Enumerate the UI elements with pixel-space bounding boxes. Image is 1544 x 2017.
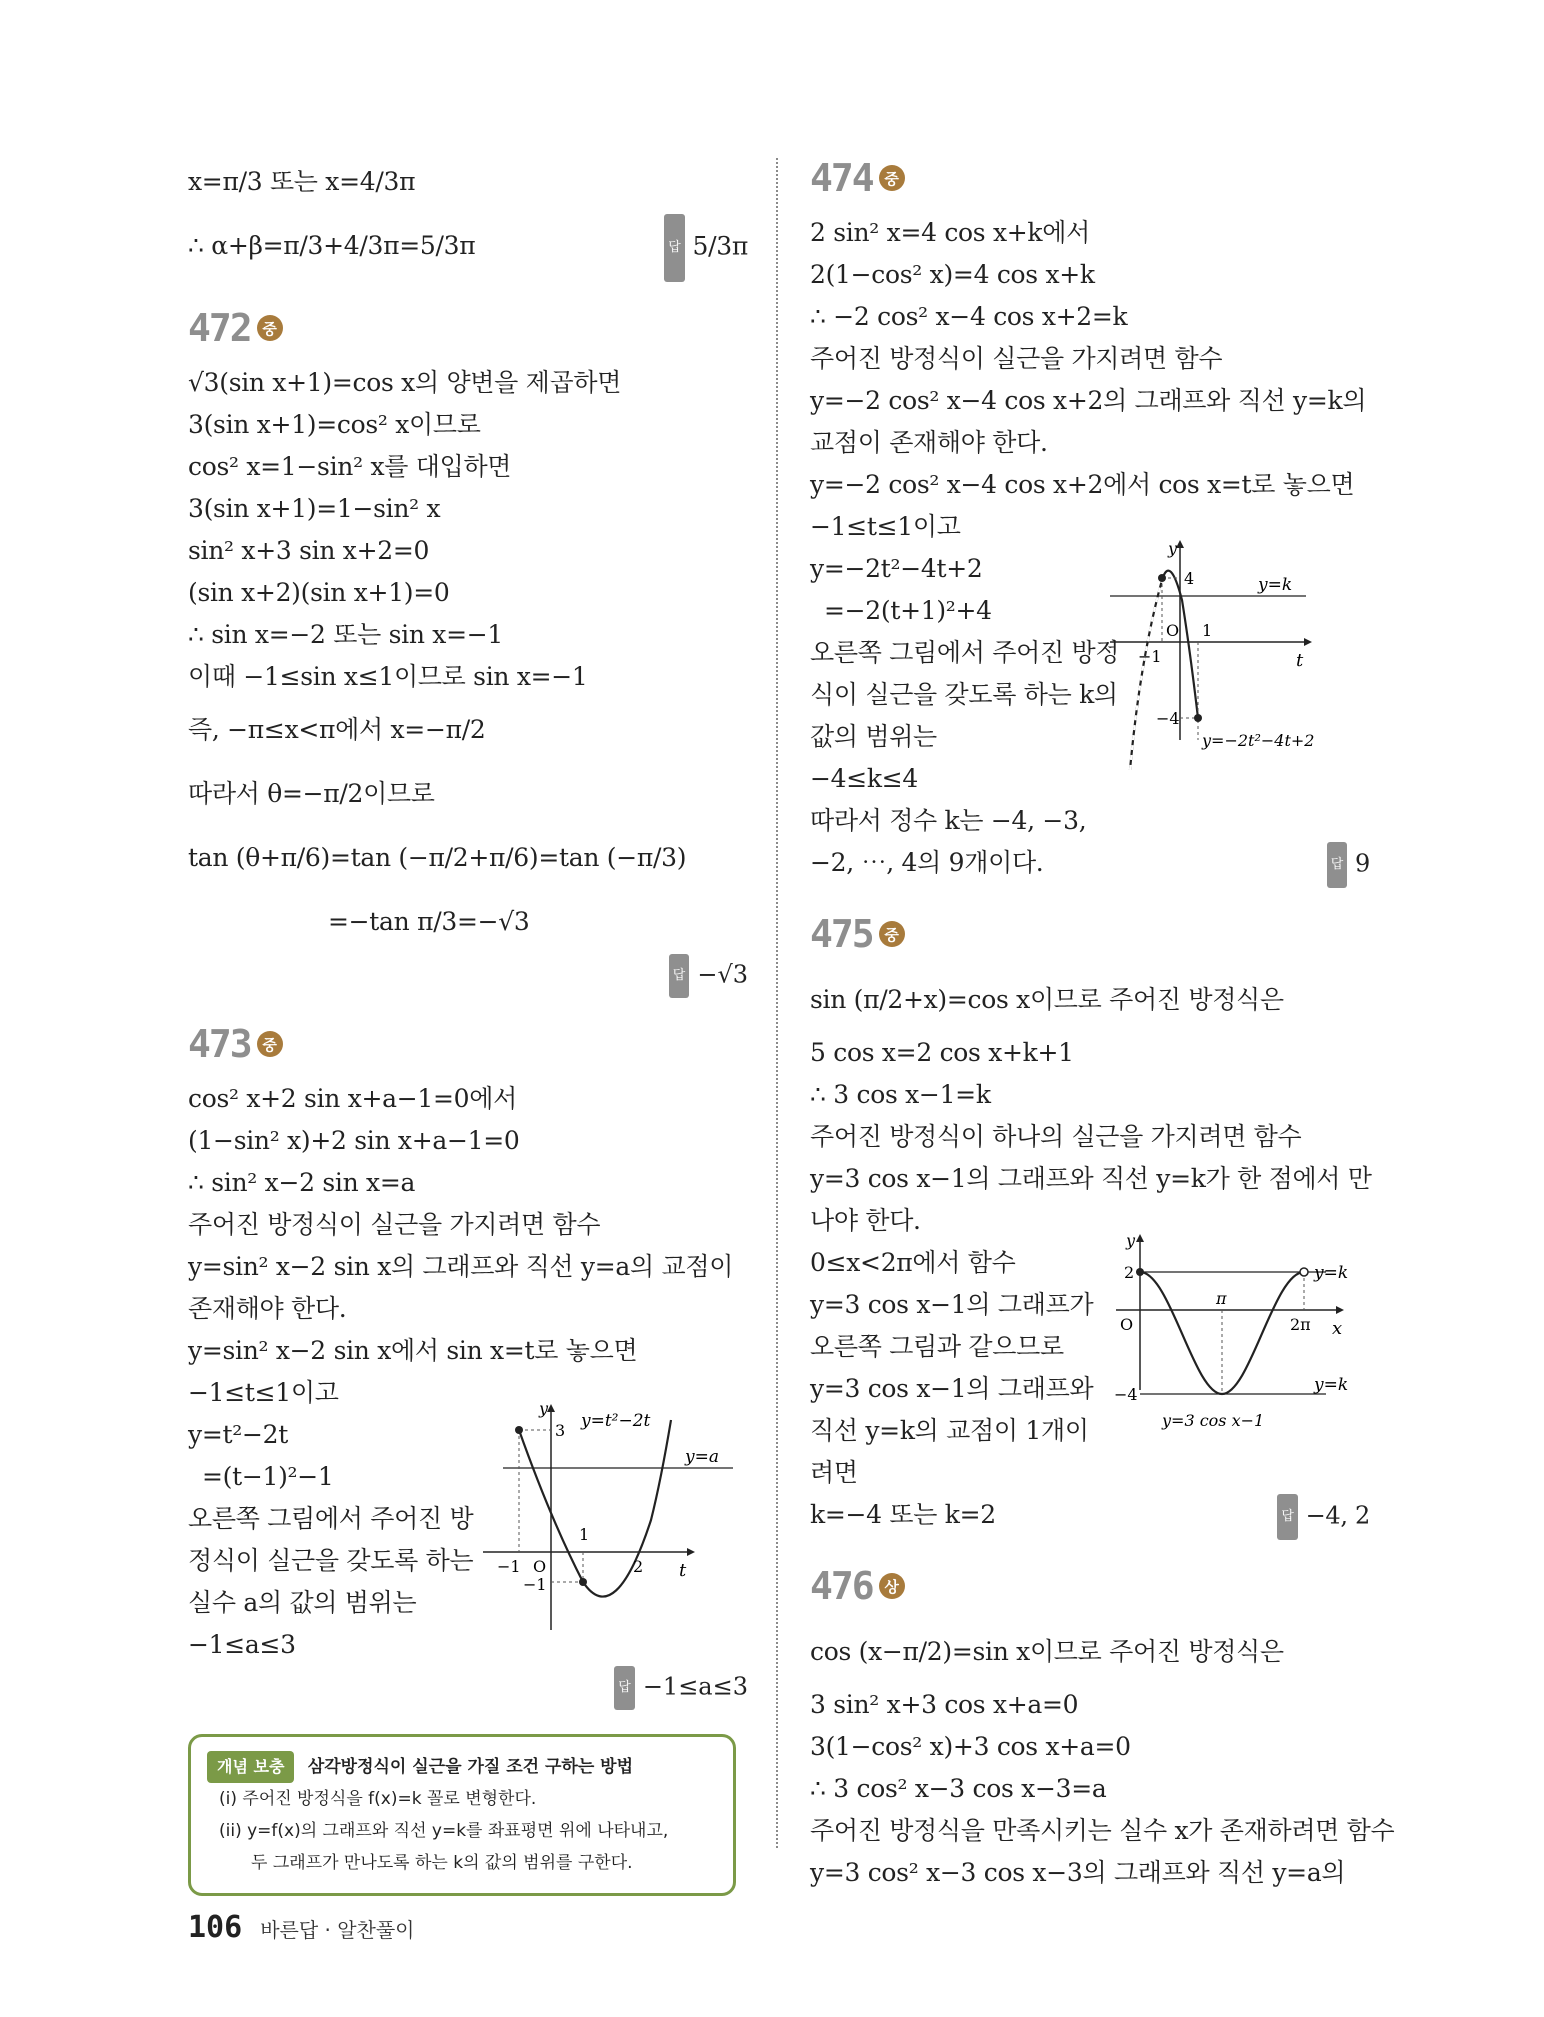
answer xyxy=(188,954,748,998)
text-line: ∴ sin x=−2 또는 sin x=−1 xyxy=(188,620,503,649)
problem-body-475 xyxy=(810,968,1370,1540)
answer-value: −4, 2 xyxy=(1305,1501,1370,1530)
text-line: 주어진 방정식이 하나의 실근을 가지려면 함수 xyxy=(810,1122,1302,1151)
text-line: 주어진 방정식을 만족시키는 실수 x가 존재하려면 함수 xyxy=(810,1816,1395,1845)
problem-number: 476 xyxy=(810,1564,873,1608)
footer-label: 바른답 · 알찬풀이 xyxy=(260,1918,415,1942)
concept-box xyxy=(188,1734,736,1896)
tick-1: 1 xyxy=(579,1525,590,1544)
text-line: 따라서 θ=−π/2이므로 xyxy=(188,779,435,808)
text-line: y=3 cos x−1의 그래프와 xyxy=(810,1374,1094,1403)
axis-label-t: t xyxy=(679,1560,687,1581)
text-line: −1≤t≤1이고 xyxy=(188,1378,339,1407)
axis-label-t: t xyxy=(1296,650,1304,671)
text-line: ∴ sin² x−2 sin x=a xyxy=(188,1168,416,1197)
page-footer xyxy=(188,1910,415,1945)
text-line: 나야 한다. xyxy=(810,1206,921,1235)
text-line: y=−2 cos² x−4 cos x+2에서 cos x=t로 놓으면 xyxy=(810,470,1355,499)
problem-header-474 xyxy=(810,150,1370,206)
text-line xyxy=(810,842,1370,888)
text-line: y=sin² x−2 sin x에서 sin x=t로 놓으면 xyxy=(188,1336,638,1365)
text-line: sin² x+3 sin x+2=0 xyxy=(188,536,430,565)
difficulty-badge: 상 xyxy=(879,1573,905,1599)
text-line-content: ∴ α+β=π/3+4/3π=5/3π xyxy=(188,231,476,260)
text-line: (sin x+2)(sin x+1)=0 xyxy=(188,578,450,607)
text-line: y=sin² x−2 sin x의 그래프와 직선 y=a의 교점이 xyxy=(188,1252,734,1281)
graph-474 xyxy=(1110,540,1380,770)
text-line: =−2(t+1)²+4 xyxy=(824,596,992,625)
page-number: 106 xyxy=(188,1910,243,1945)
answer-value: 9 xyxy=(1355,849,1370,878)
concept-title: 삼각방정식이 실근을 가질 조건 구하는 방법 xyxy=(307,1757,634,1777)
text-line-content: k=−4 또는 k=2 xyxy=(810,1500,996,1529)
graph-section-473 xyxy=(188,1400,748,1666)
text-line: 5 cos x=2 cos x+k+1 xyxy=(810,1038,1074,1067)
problem-number: 473 xyxy=(188,1022,251,1066)
text-line: 교점이 존재해야 한다. xyxy=(810,428,1048,457)
text-line: 실수 a의 값의 범위는 xyxy=(188,1588,417,1617)
text-line: 즉, −π≤x<π에서 x=−π/2 xyxy=(188,715,486,744)
answer-value: 5/3π xyxy=(692,231,748,261)
axis-label-y: y xyxy=(1168,540,1178,558)
difficulty-badge: 중 xyxy=(879,921,905,947)
answer xyxy=(664,214,748,282)
difficulty-badge: 중 xyxy=(257,315,283,341)
text-line: ∴ 3 cos² x−3 cos x−3=a xyxy=(810,1774,1107,1803)
text-line: =(t−1)²−1 xyxy=(202,1462,334,1491)
text-line: tan (θ+π/6)=tan (−π/2+π/6)=tan (−π/3) xyxy=(188,843,687,872)
line-label-bottom: y=k xyxy=(1314,1375,1349,1395)
text-line: √3(sin x+1)=cos x의 양변을 제곱하면 xyxy=(188,368,622,397)
problem-number: 472 xyxy=(188,306,251,350)
tick-2: 2 xyxy=(633,1557,644,1576)
column-divider xyxy=(776,158,778,1848)
graph-section-475 xyxy=(810,1231,1370,1540)
text-line-content: −2, ⋯, 4의 9개이다. xyxy=(810,848,1044,877)
origin-label: O xyxy=(1120,1315,1134,1334)
curve-label: y=−2t²−4t+2 xyxy=(1202,731,1315,750)
problem-body-472 xyxy=(188,362,748,998)
problem-header-476 xyxy=(810,1558,1370,1614)
text-line: cos² x+2 sin x+a−1=0에서 xyxy=(188,1084,517,1113)
concept-item: 두 그래프가 만나도록 하는 k의 값의 범위를 구한다. xyxy=(251,1853,633,1873)
text-line: 오른쪽 그림과 같으므로 xyxy=(810,1332,1064,1361)
text-line: 이때 −1≤sin x≤1이므로 sin x=−1 xyxy=(188,662,588,691)
text-line: (1−sin² x)+2 sin x+a−1=0 xyxy=(188,1126,520,1155)
text-line xyxy=(810,1494,1370,1540)
text-line xyxy=(188,214,748,282)
tick-3: 3 xyxy=(555,1421,566,1440)
axis-label-y: y xyxy=(539,1400,549,1418)
tick-neg1-x: −1 xyxy=(497,1557,521,1576)
text-line: 3(sin x+1)=1−sin² x xyxy=(188,494,441,523)
text-line: 존재해야 한다. xyxy=(188,1294,347,1323)
graph-section-474 xyxy=(810,540,1370,888)
text-line: 3(sin x+1)=cos² x이므로 xyxy=(188,410,481,439)
text-line: 오른쪽 그림에서 주어진 방정 xyxy=(810,638,1120,667)
answer xyxy=(1327,842,1370,888)
tick-2: 2 xyxy=(1124,1263,1135,1282)
text-line: y=−2t²−4t+2 xyxy=(810,554,983,583)
text-line: 직선 y=k의 교점이 1개이 xyxy=(810,1416,1089,1445)
problem-header-475 xyxy=(810,906,1370,962)
text-line: 2(1−cos² x)=4 cos x+k xyxy=(810,260,1095,289)
text-line: 3(1−cos² x)+3 cos x+a=0 xyxy=(810,1732,1131,1761)
right-column xyxy=(810,150,1395,1894)
text-line: y=3 cos x−1의 그래프와 직선 y=k가 한 점에서 만 xyxy=(810,1164,1372,1193)
text-line: ∴ −2 cos² x−4 cos x+2=k xyxy=(810,302,1128,331)
concept-header xyxy=(207,1751,717,1783)
line-label-top: y=k xyxy=(1314,1263,1349,1283)
text-line: 값의 범위는 xyxy=(810,722,937,751)
answer-badge: 답 xyxy=(669,954,690,998)
text-line: =−tan π/3=−√3 xyxy=(328,907,530,936)
problem-number: 474 xyxy=(810,156,873,200)
text-line: sin (π/2+x)=cos x이므로 주어진 방정식은 xyxy=(810,985,1284,1014)
text-line: y=−2 cos² x−4 cos x+2의 그래프와 직선 y=k의 xyxy=(810,386,1367,415)
tick-4: 4 xyxy=(1184,569,1195,588)
origin-label: O xyxy=(1166,621,1180,640)
text-line: cos (x−π/2)=sin x이므로 주어진 방정식은 xyxy=(810,1637,1284,1666)
axis-label-x: x xyxy=(1332,1318,1343,1339)
text-line: 따라서 정수 k는 −4, −3, xyxy=(810,806,1087,835)
left-column xyxy=(188,150,748,1896)
tick-neg4: −4 xyxy=(1114,1385,1138,1404)
text-line: 3 sin² x+3 cos x+a=0 xyxy=(810,1690,1079,1719)
text-line: 식이 실근을 갖도록 하는 k의 xyxy=(810,680,1118,709)
text-line: ∴ 3 cos x−1=k xyxy=(810,1080,991,1109)
answer-badge: 답 xyxy=(1277,1494,1297,1540)
problem-body-476 xyxy=(810,1620,1395,1894)
answer-badge: 답 xyxy=(664,214,684,282)
text-line: −4≤k≤4 xyxy=(810,764,919,793)
text-line: 정식이 실근을 갖도록 하는 xyxy=(188,1546,474,1575)
graph-473 xyxy=(483,1400,743,1640)
concept-item: (i) 주어진 방정식을 f(x)=k 꼴로 변형한다. xyxy=(219,1789,537,1809)
difficulty-badge: 중 xyxy=(879,165,905,191)
axis-label-y: y xyxy=(1126,1231,1136,1250)
text-line: y=t²−2t xyxy=(188,1420,288,1449)
text-line: y=3 cos x−1의 그래프가 xyxy=(810,1290,1094,1319)
text-line: y=3 cos² x−3 cos x−3의 그래프와 직선 y=a의 xyxy=(810,1858,1346,1887)
text-line: 0≤x<2π에서 함수 xyxy=(810,1248,1016,1277)
tick-neg1: −1 xyxy=(1138,647,1162,666)
answer xyxy=(188,1666,748,1710)
tick-pi: π xyxy=(1216,1289,1227,1308)
text-line: 2 sin² x=4 cos x+k에서 xyxy=(810,218,1090,247)
answer-badge: 답 xyxy=(614,1666,635,1710)
text-line: 주어진 방정식이 실근을 가지려면 함수 xyxy=(188,1210,601,1239)
line-label: y=a xyxy=(685,1447,719,1467)
answer xyxy=(1277,1494,1370,1540)
graph-475 xyxy=(1110,1230,1370,1440)
text-line: 오른쪽 그림에서 주어진 방 xyxy=(188,1504,474,1533)
problem-header-472 xyxy=(188,300,748,356)
answer-value: −1≤a≤3 xyxy=(642,1672,748,1701)
text-line: 주어진 방정식이 실근을 가지려면 함수 xyxy=(810,344,1223,373)
problem-header-473 xyxy=(188,1016,748,1072)
problem-body-473 xyxy=(188,1078,748,1710)
text-line: cos² x=1−sin² x를 대입하면 xyxy=(188,452,512,481)
answer-badge: 답 xyxy=(1327,842,1347,888)
concept-item: (ii) y=f(x)의 그래프와 직선 y=k를 좌표평면 위에 나타내고, xyxy=(219,1821,669,1841)
text-line: −1≤t≤1이고 xyxy=(810,512,961,541)
tick-2pi: 2π xyxy=(1290,1315,1311,1334)
line-label: y=k xyxy=(1258,575,1293,595)
text-line: −1≤a≤3 xyxy=(188,1630,296,1659)
problem-number: 475 xyxy=(810,912,873,956)
tick-neg1-y: −1 xyxy=(523,1575,547,1594)
origin-label: O xyxy=(533,1557,547,1576)
curve-label: y=3 cos x−1 xyxy=(1162,1411,1265,1430)
concept-label: 개념 보충 xyxy=(207,1751,294,1783)
text-line: 려면 xyxy=(810,1458,858,1487)
text-line: x=π/3 또는 x=4/3π xyxy=(188,167,416,196)
curve-label: y=t²−2t xyxy=(581,1411,651,1431)
tick-neg4: −4 xyxy=(1156,709,1180,728)
difficulty-badge: 중 xyxy=(257,1031,283,1057)
problem-body-474 xyxy=(810,212,1370,888)
tick-1: 1 xyxy=(1202,621,1213,640)
answer-value: −√3 xyxy=(697,960,748,989)
